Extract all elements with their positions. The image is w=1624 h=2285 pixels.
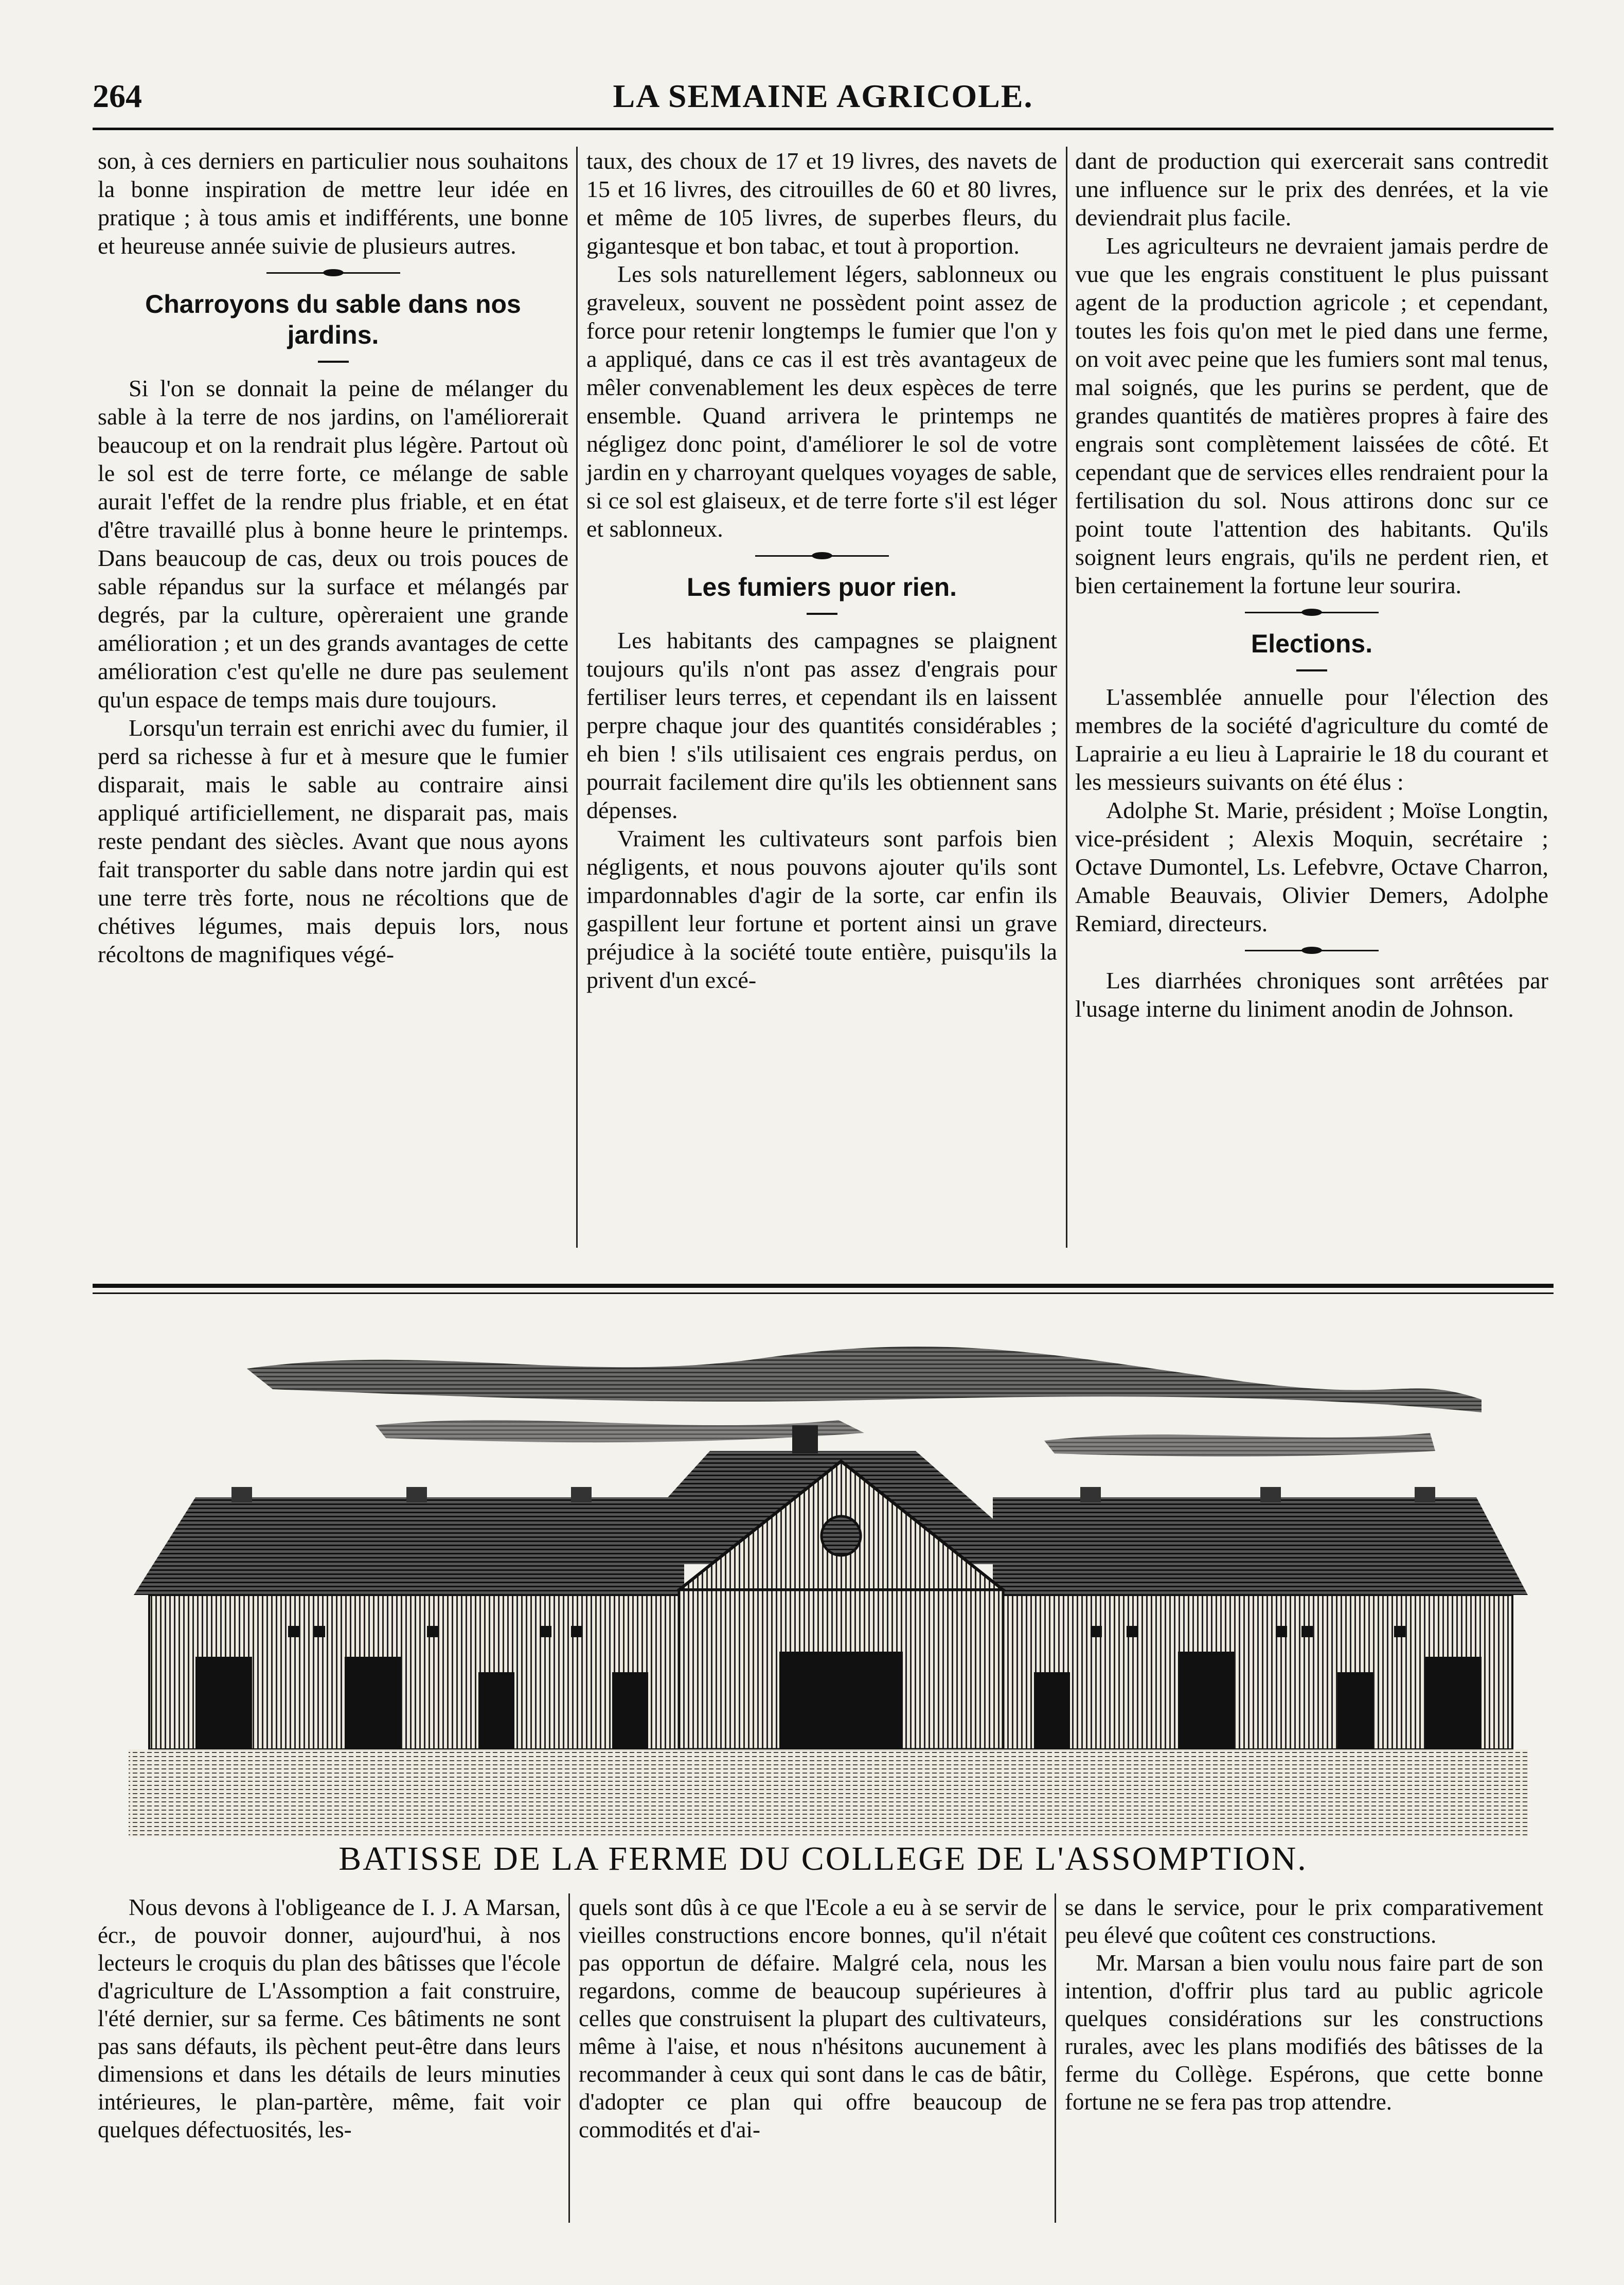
- paragraph: Si l'on se donnait la peine de mélanger du sable à la terre de nos jardins, on l'améliorerait beaucoup et on la rendrait plus légère. Partout où le sol est de terre forte, ce mélange de sable aurait l'effet de la rendre plus friable, et en état d'être travaillé plus à bonne heure le printemps. Dans beaucoup de cas, deux ou trois pouces de sable répandus sur la surface et mélangés par degrés, par la culture, opèreraient une grande amélioration ; et un des grands avantages de cette amélioration c'est qu'elle ne dure pas seulement qu'un espace de temps mais dure toujours.: [98, 375, 568, 713]
- short-dash: [1296, 669, 1327, 671]
- paragraph: Adolphe St. Marie, président ; Moïse Longtin, vice-président ; Alexis Moquin, secrétaire ; Octave Dumontel, Ls. Lefebvre, Octave Charron, Amable Beauvais, Olivier Demers, Adolphe Remiard, directeurs.: [1075, 797, 1548, 936]
- top-column-3: [1075, 147, 1548, 1023]
- gable-oculus: [822, 1516, 861, 1555]
- article-heading-elections: Elections.: [1251, 629, 1373, 658]
- paragraph: taux, des choux de 17 et 19 livres, des navets de 15 et 16 livres, des citrouilles de 60 et 80 livres, et même de 105 livres, de superbes fleurs, du gigantesque et bon tabac, et tout à proportion.: [586, 148, 1057, 259]
- bottom-column-3: [1065, 1893, 1543, 2116]
- section-rule-thin: [93, 1292, 1554, 1294]
- cloud-band: [376, 1420, 864, 1442]
- paragraph: Les diarrhées chroniques sont arrêtées par l'usage interne du liniment anodin de Johnson.: [1075, 967, 1548, 1022]
- ornament-divider: [266, 269, 400, 276]
- paragraph: Les sols naturellement légers, sablonneux ou graveleux, souvent ne possèdent point assez de force pour retenir longtemps le fumier que l'on y a appliqué, dans ce cas il est très avantageux de mêler convenablement les deux espèces de terre ensemble. Quand arrivera le printemps ne négligez donc point, d'améliorer le sol de votre jardin en y charroyant quelques voyages de sable, si ce sol est glaiseux, et de terre forte s'il est léger et sablonneux.: [586, 261, 1057, 542]
- side-door: [1034, 1672, 1070, 1749]
- ornament-divider: [755, 552, 889, 559]
- short-dash: [807, 613, 837, 615]
- page-header: [93, 77, 1554, 123]
- cloud-band: [247, 1347, 1482, 1412]
- short-dash: [318, 361, 349, 363]
- side-door: [478, 1672, 514, 1749]
- top-column-1: [98, 147, 568, 968]
- paragraph: Les habitants des campagnes se plaignent toujours qu'ils n'ont pas assez d'engrais pour fertiliser leurs terres, et cependant ils en laissent perpre chaque jour des quantités considérables ; eh bien ! s'ils utilisaient ces engrais perdus, on pourrait facilement dire qu'ils les obtiennent sans dépenses.: [586, 627, 1057, 823]
- paragraph: L'assemblée annuelle pour l'élection des membres de la société d'agriculture du comté de Laprairie a eu lieu à Laprairie le 18 du courant et les messieurs suivants on été élus :: [1075, 684, 1548, 795]
- page-number: 264: [93, 78, 142, 114]
- cloud-band: [1044, 1433, 1435, 1457]
- side-door: [195, 1657, 252, 1749]
- side-door: [1337, 1672, 1373, 1749]
- bottom-column-1: [98, 1893, 561, 2144]
- paragraph: Nous devons à l'obligeance de I. J. A Marsan, écr., de pouvoir donner, aujourd'hui, à nos lecteurs le croquis du plan des bâtisses que l'école d'agriculture de L'Assomption a fait construire, l'été dernier, sur sa ferme. Ces bâtiments ne sont pas sans défauts, ils pèchent peut-être dans leurs dimensions et dans les détails de leurs minuties intérieures, le plan-partère, même, fait voir quelques défectuosités, les-: [98, 1894, 561, 2142]
- paragraph: Vraiment les cultivateurs sont parfois bien négligents, et nous pouvons ajouter qu'ils sont impardonnables d'agir de la sorte, car enfin ils gaspillent leur fortune et portent ainsi un grave préjudice à la société toute entière, puisqu'ils la privent d'un excé-: [586, 825, 1057, 993]
- paragraph: Lorsqu'un terrain est enrichi avec du fumier, il perd sa richesse à fur et à mesure que le fumier disparait, mais le sable au contraire ainsi appliqué artificiellement, ne disparait pas, mais reste pendant des siècles. Avant que nous ayons fait transporter du sable dans notre jardin qui est une terre très forte, nous ne récoltions que de chétives légumes, mais depuis lors, nous récoltons de magnifiques végé-: [98, 715, 568, 967]
- engraving-caption: BATISSE DE LA FERME DU COLLEGE DE L'ASSOMPTION.: [338, 1840, 1308, 1877]
- column-rule: [576, 147, 578, 1248]
- header-rule: [93, 128, 1554, 130]
- main-door: [779, 1652, 903, 1749]
- side-door: [1178, 1652, 1235, 1749]
- roof-left: [134, 1497, 684, 1595]
- ornament-divider: [1245, 609, 1379, 616]
- bottom-column-2: [579, 1893, 1047, 2144]
- side-door: [612, 1672, 648, 1749]
- paragraph: quels sont dûs à ce que l'Ecole a eu à se servir de vieilles constructions encore bonnes, qu'il n'était pas opportun de défaire. Malgré cela, nous les regardons, comme de beaucoup supérieures à celles que construisent la plupart des cultivateurs, même à l'aise, et nous n'hésitons aucunement à recommander à ceux qui sont dans le cas de bâtir, d'adopter ce plan qui offre beaucoup de commodités et d'ai-: [579, 1894, 1047, 2142]
- section-rule-thick: [93, 1284, 1554, 1288]
- paragraph: dant de production qui exercerait sans contredit une influence sur le prix des denrées, et la vie deviendrait plus facile.: [1075, 148, 1548, 231]
- paragraph: son, à ces derniers en particulier nous souhaitons la bonne inspiration de mettre leur idée en pratique ; à tous amis et indifférents, une bonne et heureuse année suivie de plusieurs autres.: [98, 148, 568, 259]
- column-rule: [1066, 147, 1067, 1248]
- side-door: [1425, 1657, 1482, 1749]
- journal-title: LA SEMAINE AGRICOLE.: [613, 78, 1033, 114]
- cupola: [792, 1425, 818, 1454]
- ground: [129, 1749, 1528, 1837]
- paragraph: se dans le service, pour le prix comparativement peu élevé que coûtent ces constructions.: [1065, 1894, 1543, 1948]
- ornament-divider: [1245, 947, 1379, 954]
- top-column-2: [586, 147, 1057, 994]
- column-rule: [568, 1893, 570, 2223]
- article-heading-fumiers: Les fumiers puor rien.: [686, 573, 957, 601]
- paragraph: Mr. Marsan a bien voulu nous faire part de son intention, d'offrir plus tard au public agricole quelques considérations sur les constructions rurales, avec les plans modifiés des bâtisses de la ferme du Collège. Espérons, que cette bonne fortune ne se fera pas trop attendre.: [1065, 1950, 1543, 2115]
- column-rule: [1055, 1893, 1056, 2223]
- roof-right: [993, 1497, 1528, 1595]
- paragraph: Les agriculteurs ne devraient jamais perdre de vue que les engrais constituent le plus puissant agent de la production agricole ; et cependant, toutes les fois qu'on met le pied dans une ferme, on voit avec peine que les fumiers sont mal tenus, mal soignés, que les purins se perdent, que de grandes quantités de matières propres à faire des engrais sont complètement laissées de côté. Et cependant que de services elles rendraient pour la fertilisation du sol. Nous attirons donc sur ce point toute l'attention des habitants. Qu'ils soignent leurs engrais, qu'ils ne perdent rien, et bien certainement la fortune leur sourira.: [1075, 233, 1548, 598]
- farm-building-engraving: [118, 1322, 1533, 1847]
- side-door: [345, 1657, 401, 1749]
- article-heading-sable: Charroyons du sable dans nos jardins.: [145, 290, 521, 349]
